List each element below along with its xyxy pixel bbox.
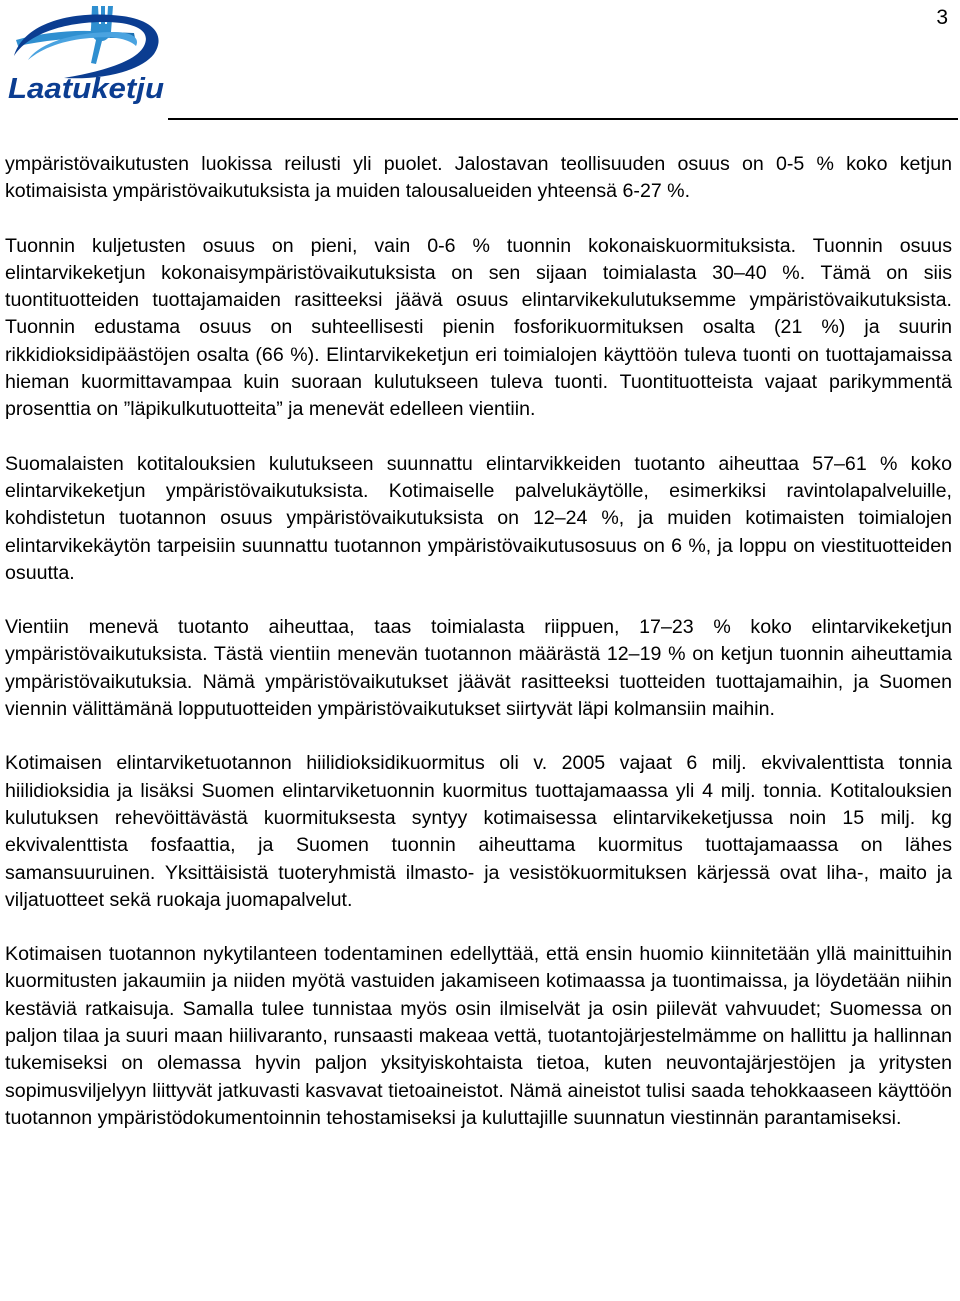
paragraph-household-consumption: Suomalaisten kotitalouksien kulutukseen suunnattu elintarvikkeiden tuotanto aiheuttaa 57–61 % koko elintarvikeketjun ympäristövaikutuksista. Kotimaiselle palvelukäytölle, esimerkiksi ravintolapalveluille, kohdistetun tuotannon osuus ympäristövaikutuksista on 12–24 %, ja muiden kotimaisten toimialojen elintarvikekäytön tarpeisiin suunnattu tuotannon ympäristövaikutusosuus on 6 %, ja loppu on viestituotteiden osuutta.	[5, 452, 952, 584]
laatuketju-logo	[4, 2, 168, 106]
laatuketju-logo-graphic	[4, 2, 168, 106]
paragraph-domestic-production: Kotimaisen tuotannon nykytilanteen todentaminen edellyttää, että ensin huomio kiinnitetään yllä mainittuihin kuormitusten jakaumiin ja niiden myötä vastuiden jakamiseen kotimaassa ja tuontimaissa, ja löydetään niihin kestäviä ratkaisuja. Samalla tulee tunnistaa myös osin ilmiselvät ja osin piilevät vahvuudet; Suomessa on paljon tilaa ja suuri maan hiilivaranto, runsaasti makeaa vettä, tuotantojärjestelmämme on hallittu ja hallinnan tukemiseksi on olemassa hyvin paljon yksityiskohtaista tietoa, kuten neuvontajärjestöjen ja yritysten sopimusviljelyyn liittyvät jatkuvasti kasvavat tietoaineistot. Nämä aineistot tulisi saada tehokkaaseen käyttöön tuotannon ympäristödokumentoinnin tehostamiseksi ja kuluttajille suunnatun viestinnän parantamiseksi.	[5, 943, 952, 1129]
plate-swoosh-icon	[14, 15, 159, 79]
paragraph-carbon-load: Kotimaisen elintarviketuotannon hiilidioksidikuormitus oli v. 2005 vajaat 6 milj. ekvivalenttista tonnia hiilidioksidia ja lisäksi Suomen elintarviketuonnin kuormitus tuottajamaassa yli 4 milj. tonnia. Kotitalouksien kulutuksen rehevöittävästä kuormituksesta syntyy kotimaisessa elintarvikeketjussa noin 15 milj. kg ekvivalenttista fosfaattia, ja Suomen tuonnin aiheuttama kuormitus tuottajamaassa on lähes samansuuruinen. Yksittäisistä tuoteryhmistä ilmasto- ja vesistökuormituksen kärjessä ovat liha-, maito ja viljatuotteet sekä ruokaja juomapalvelut.	[5, 752, 952, 911]
document-body	[5, 151, 952, 1132]
paragraph-import-transport: Tuonnin kuljetusten osuus on pieni, vain 0-6 % tuonnin kokonaiskuormituksista. Tuonnin osuus elintarvikeketjun kokonaisympäristövaikutuksista on sen sijaan toimialasta 30–40 %. Tämä on siis tuontituotteiden tuottajamaiden rasitteeksi jäävä osuus elintarvikekulutuksemme ympäristövaikutuksista. Tuonnin edustama osuus on suhteellisesti pienin fosforikuormituksen osalta (21 %) ja suurin rikkidioksidipäästöjen osalta (66 %). Elintarvikeketjun eri toimialojen käyttöön tuleva tuonti on tuottajamaissa hieman kuormittavampaa kuin suoraan kulutukseen tuleva tuonti. Tuontituotteista vajaat parikymmentä prosenttia on ”läpikulkutuotteita” ja menevät edelleen vientiin.	[5, 234, 952, 421]
paragraph-export-production: Vientiin menevä tuotanto aiheuttaa, taas toimialasta riippuen, 17–23 % koko elintarvikeketjun ympäristövaikutuksista. Tästä vientiin menevän tuotannon määrästä 12–19 % on ketjun tuonnin aiheuttamia ympäristövaikutuksia. Nämä ympäristövaikutukset jäävät rasitteeksi tuotteiden tuottajamaihin, ja Suomen viennin välittämänä lopputuotteiden ympäristövaikutukset siirtyvät läpi kolmansiin maihin.	[5, 616, 952, 721]
header-divider	[168, 118, 958, 120]
logo-wordmark: Laatuketju	[8, 73, 165, 105]
page-number: 3	[936, 6, 948, 29]
paragraph-import-share-intro: ympäristövaikutusten luokissa reilusti yli puolet. Jalostavan teollisuuden osuus on 0-5 % koko ketjun kotimaisista ympäristövaikutuksista ja muiden talousalueiden yhteensä 6-27 %.	[5, 153, 952, 203]
